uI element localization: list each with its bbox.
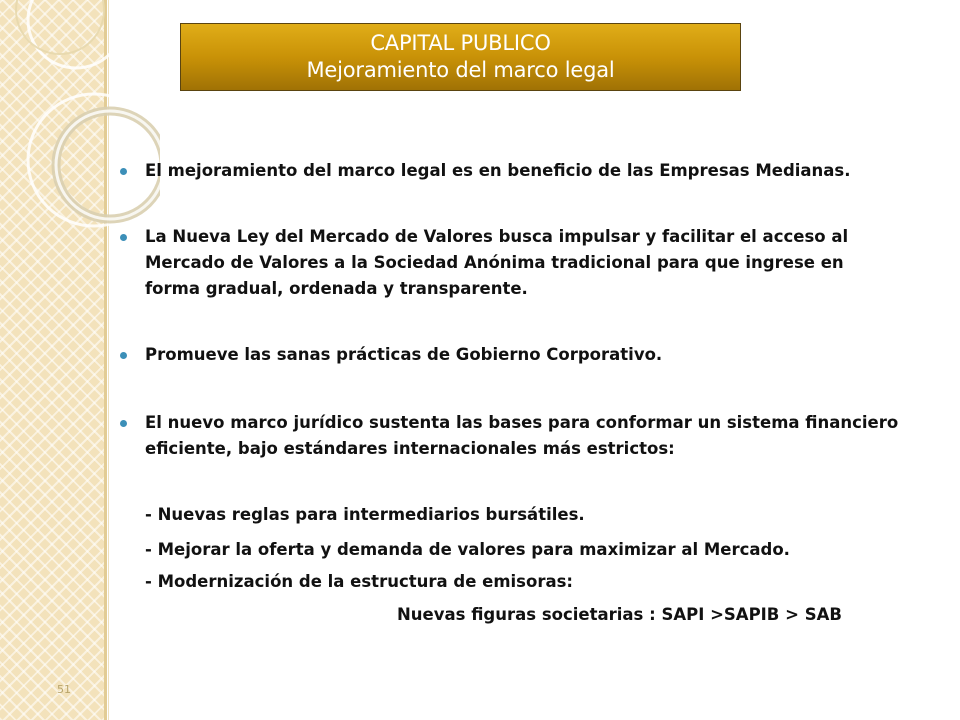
page-number: 51 — [57, 683, 71, 696]
bullet-text: La Nueva Ley del Mercado de Valores busca impulsar y facilitar el acceso al Mercado de Valores a la Sociedad Anónima tradicional para que ingrese en forma gradual, ordenada y transparente. — [145, 227, 849, 298]
sub-item: - Mejorar la oferta y demanda de valores para maximizar al Mercado. — [145, 540, 790, 559]
title-box — [180, 23, 741, 91]
bullet-dot — [120, 420, 127, 427]
title-line-1: CAPITAL PUBLICO — [370, 31, 551, 55]
sub-item: - Nuevas reglas para intermediarios bursátiles. — [145, 505, 585, 524]
sub-item: - Modernización de la estructura de emisoras: — [145, 572, 574, 591]
bullet-item — [120, 224, 940, 302]
bullet-item — [120, 158, 940, 184]
bullet-text: Promueve las sanas prácticas de Gobierno Corporativo. — [145, 345, 663, 364]
bullet-dot — [120, 352, 127, 359]
bullet-text: El mejoramiento del marco legal es en beneficio de las Empresas Medianas. — [145, 161, 851, 180]
sub-item-figures: Nuevas figuras societarias : SAPI >SAPIB > SAB — [397, 605, 842, 624]
title-line-2: Mejoramiento del marco legal — [306, 58, 615, 82]
bullet-item — [120, 410, 940, 462]
bullet-dot — [120, 234, 127, 241]
decorative-rings — [0, 0, 160, 260]
bullet-item — [120, 342, 940, 368]
bullet-dot — [120, 168, 127, 175]
bullet-text: El nuevo marco jurídico sustenta las bases para conformar un sistema financiero eficiente, bajo estándares internacionales más estrictos: — [145, 413, 899, 458]
